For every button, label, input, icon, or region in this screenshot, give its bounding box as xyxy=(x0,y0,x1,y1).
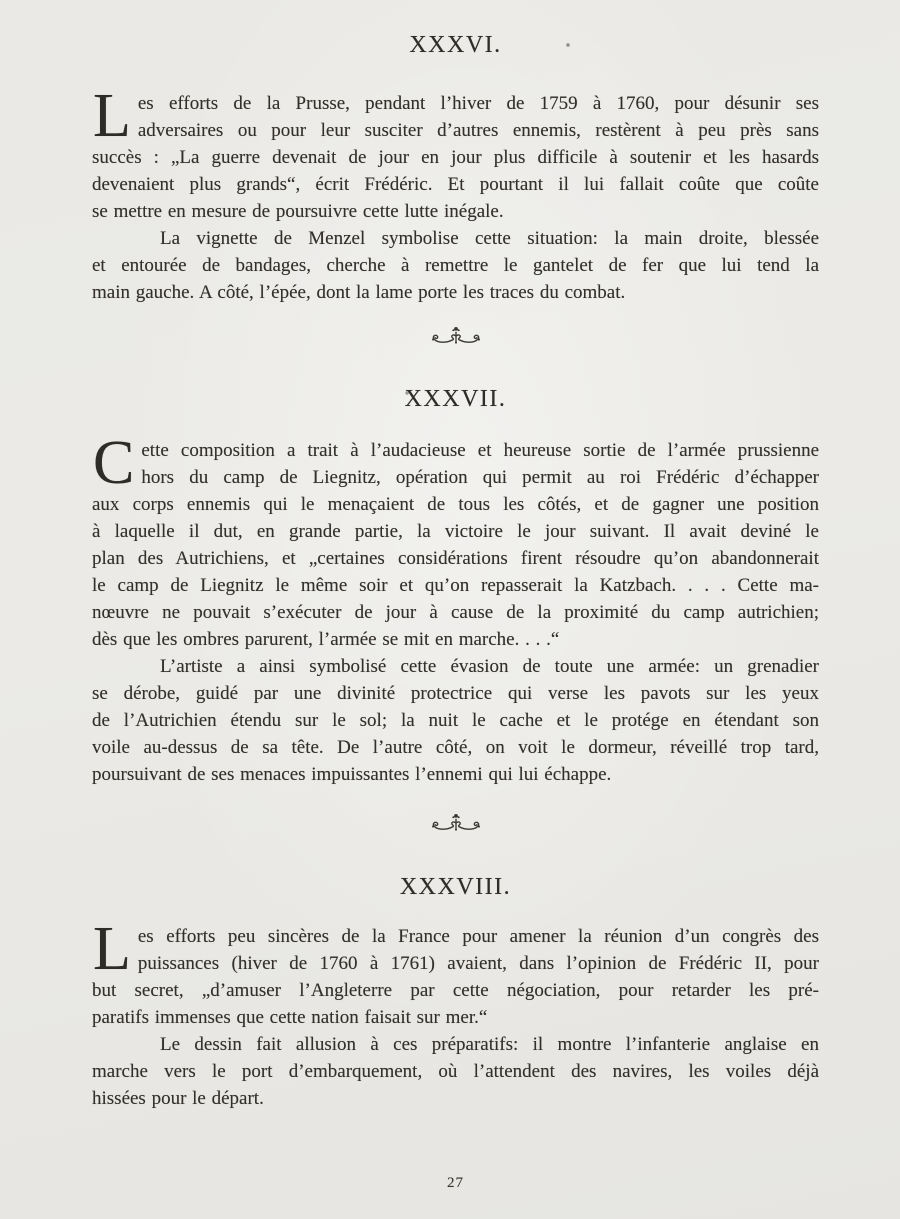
page-number: 27 xyxy=(447,1175,464,1191)
section-heading: XXXVII. xyxy=(404,386,507,412)
text-line: es efforts de la Prusse, pendant l’hiver de 1759 à 1760, pour désunir ses xyxy=(137,93,819,114)
text-line: succès : „La guerre devenait de jour en jour plus difficile à soutenir et les hasards xyxy=(92,147,819,168)
paragraph xyxy=(92,225,819,306)
text-line: de l’Autrichien étendu sur le sol; la nuit le cache et le protége en étendant son xyxy=(92,710,819,731)
text-line: ette composition a trait à l’audacieuse et heureuse sortie de l’armée prussienne xyxy=(141,440,819,461)
text-line: se dérobe, guidé par une divinité protectrice qui verse les pavots sur les yeux xyxy=(92,683,819,704)
text-line: le camp de Liegnitz le même soir et qu’on repasserait la Katzbach. . . . Cette ma- xyxy=(92,575,819,596)
text-line: voile au-dessus de sa tête. De l’autre côté, on voit le dormeur, réveillé trop tard, xyxy=(92,737,819,758)
text-line: hissées pour le départ. xyxy=(92,1088,264,1109)
fleuron-icon xyxy=(429,324,483,346)
text-line: nœuvre ne pouvait s’exécuter de jour à cause de la proximité du camp autrichien; xyxy=(92,602,819,623)
scan-speck xyxy=(0,0,2,2)
text-line: es efforts peu sincères de la France pour amener la réunion d’un congrès des xyxy=(137,926,819,947)
text-line: plan des Autrichiens, et „certaines considérations firent résoudre qu’on abandonnerait xyxy=(92,548,819,569)
text-line: se mettre en mesure de poursuivre cette lutte inégale. xyxy=(92,201,504,222)
text-line: aux corps ennemis qui le menaçaient de tous les côtés, et de gagner une position xyxy=(92,494,819,515)
section-heading: XXXVI. xyxy=(409,32,502,58)
dropcap-letter: C xyxy=(93,429,135,497)
section-xxxviii xyxy=(92,875,819,1112)
text-line: à laquelle il dut, en grande partie, la victoire le jour suivant. Il avait deviné le xyxy=(92,521,819,542)
text-line: adversaires ou pour leur susciter d’autres ennemis, restèrent à peu près sans xyxy=(137,120,819,141)
text-line: puissances (hiver de 1760 à 1761) avaient, dans l’opinion de Frédéric II, pour xyxy=(137,953,819,974)
text-line: paratifs immenses que cette nation faisait sur mer.“ xyxy=(92,1007,488,1028)
text-line: poursuivant de ses menaces impuissantes l’ennemi qui lui échappe. xyxy=(92,764,612,785)
paragraph xyxy=(92,915,819,1031)
paragraph xyxy=(92,82,819,225)
text-line: main gauche. A côté, l’épée, dont la lame porte les traces du combat. xyxy=(92,282,626,303)
text-line: La vignette de Menzel symbolise cette situation: la main droite, blessée xyxy=(160,228,819,249)
paragraph xyxy=(92,1031,819,1112)
section-xxxvii xyxy=(92,387,819,834)
text-line: et entourée de bandages, cherche à remettre le gantelet de fer que lui tend la xyxy=(92,255,819,276)
paragraph xyxy=(92,653,819,788)
section-heading: XXXVIII. xyxy=(399,874,512,900)
text-line: Le dessin fait allusion à ces préparatifs: il montre l’infanterie anglaise en xyxy=(160,1034,819,1055)
text-line: hors du camp de Liegnitz, opération qui permit au roi Frédéric d’échapper xyxy=(141,467,819,488)
text-line: but secret, „d’amuser l’Angleterre par cette négociation, pour retarder les pré- xyxy=(92,980,819,1001)
text-line: marche vers le port d’embarquement, où l’attendent des navires, les voiles déjà xyxy=(92,1061,819,1082)
section-xxxvi xyxy=(92,33,819,347)
dropcap-letter: L xyxy=(93,82,131,150)
text-line: dès que les ombres parurent, l’armée se mit en marche. . . .“ xyxy=(92,629,560,650)
dropcap-letter: L xyxy=(93,915,131,983)
text-line: devenaient plus grands“, écrit Frédéric. Et pourtant il lui fallait coûte que coûte xyxy=(92,174,819,195)
text-line: L’artiste a ainsi symbolisé cette évasion de toute une armée: un grenadier xyxy=(160,656,819,677)
text-column xyxy=(92,33,819,1112)
fleuron-icon xyxy=(429,811,483,833)
fleuron-ornament xyxy=(92,810,819,834)
paragraph xyxy=(92,429,819,653)
fleuron-ornament xyxy=(92,323,819,347)
